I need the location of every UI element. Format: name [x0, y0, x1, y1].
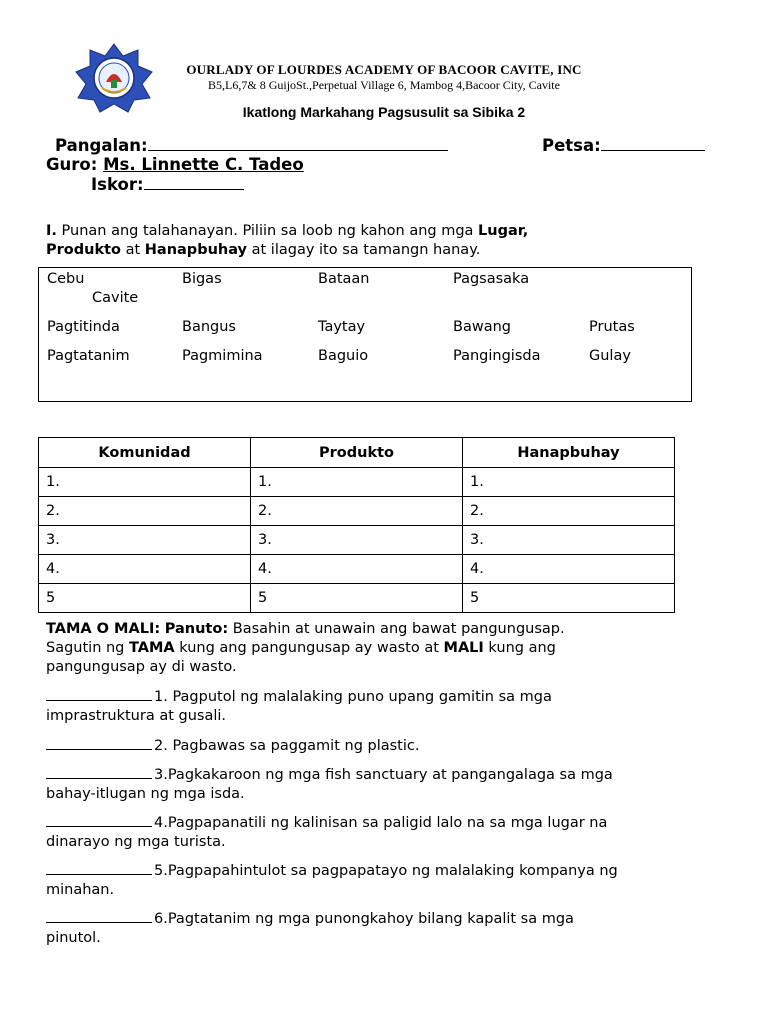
answer-cell[interactable]: 5	[463, 584, 675, 613]
word-bank-item: Pagmimina	[182, 348, 263, 364]
answer-cell[interactable]: 2.	[39, 497, 251, 526]
teacher-name: Ms. Linnette C. Tadeo	[103, 155, 304, 174]
answer-blank[interactable]	[46, 686, 152, 701]
question-item: 3.Pagkakaroon ng mga fish sanctuary at pangangalaga sa mga bahay-itlugan ng mga isda.	[46, 764, 746, 804]
answer-blank[interactable]	[46, 908, 152, 923]
column-header-komunidad: Komunidad	[39, 438, 251, 468]
question-item: 5.Pagpapahintulot sa pagpapatayo ng malalaking kompanya ng minahan.	[46, 860, 746, 900]
school-name: OURLADY OF LOURDES ACADEMY OF BACOOR CAVITE, INC	[186, 62, 582, 77]
answer-table	[38, 437, 675, 613]
part2-title: TAMA O MALI:	[46, 621, 161, 637]
answer-cell[interactable]: 4.	[39, 555, 251, 584]
word-bank-item: Bataan	[318, 271, 370, 287]
word-bank-item: Pagtatanim	[47, 348, 130, 364]
word-bank-item: Bigas	[182, 271, 222, 287]
word-bank-item: Bangus	[182, 319, 236, 335]
answer-blank[interactable]	[46, 812, 152, 827]
exam-title: Ikatlong Markahang Pagsusulit sa Sibika 2	[242, 104, 526, 120]
word-bank-item: Pagtitinda	[47, 319, 120, 335]
table-row	[39, 526, 675, 555]
word-bank-item: Taytay	[318, 319, 366, 335]
answer-cell[interactable]: 3.	[251, 526, 463, 555]
part1-number: I.	[46, 223, 57, 239]
answer-cell[interactable]: 1.	[463, 468, 675, 497]
table-row	[39, 555, 675, 584]
answer-cell[interactable]: 4.	[463, 555, 675, 584]
score-field	[91, 175, 244, 194]
teacher-label: Guro:	[46, 155, 98, 174]
school-address: B5,L6,7& 8 GuijoSt.,Perpetual Village 6, Mambog 4,Bacoor City, Cavite	[208, 78, 560, 92]
score-blank	[144, 175, 244, 190]
answer-cell[interactable]: 5	[39, 584, 251, 613]
name-field	[55, 136, 448, 155]
word-bank-item: Gulay	[589, 348, 631, 364]
word-bank-item: Cavite	[92, 290, 139, 306]
part1-instructions: I. Punan ang talahanayan. Piliin sa loob ng kahon ang mga Lugar, Produkto at Hanapbuhay at ilagay ito sa tamangn hanay.	[46, 223, 529, 258]
question-item: 2. Pagbawas sa paggamit ng plastic.	[46, 735, 746, 756]
answer-cell[interactable]: 4.	[251, 555, 463, 584]
answer-blank[interactable]	[46, 735, 152, 750]
column-header-produkto: Produkto	[251, 438, 463, 468]
part2-instructions: TAMA O MALI: Panuto: Basahin at unawain ang bawat pangungusap. Sagutin ng TAMA kung ang pangungusap ay wasto at MALI kung ang pangungusap ay di wasto.	[46, 621, 565, 675]
date-label: Petsa:	[542, 136, 601, 155]
answer-cell[interactable]: 1.	[251, 468, 463, 497]
table-row	[39, 468, 675, 497]
answer-blank[interactable]	[46, 764, 152, 779]
answer-blank[interactable]	[46, 860, 152, 875]
table-row	[39, 584, 675, 613]
date-field	[542, 136, 705, 155]
question-item: 6.Pagtatanim ng mga punongkahoy bilang kapalit sa mga pinutol.	[46, 908, 746, 948]
teacher-field	[46, 155, 304, 174]
question-item: 4.Pagpapanatili ng kalinisan sa paligid lalo na sa mga lugar na dinarayo ng mga turista.	[46, 812, 746, 852]
answer-cell[interactable]: 5	[251, 584, 463, 613]
answer-cell[interactable]: 2.	[463, 497, 675, 526]
date-blank	[601, 136, 705, 151]
name-label: Pangalan:	[55, 136, 148, 155]
name-blank	[148, 136, 448, 151]
score-label: Iskor:	[91, 175, 144, 194]
answer-cell[interactable]: 3.	[463, 526, 675, 555]
word-bank-item: Pagsasaka	[453, 271, 530, 287]
word-bank-item: Pangingisda	[453, 348, 541, 364]
answer-cell[interactable]: 3.	[39, 526, 251, 555]
word-bank-item: Prutas	[589, 319, 635, 335]
word-bank-item: Bawang	[453, 319, 511, 335]
table-header-row	[39, 438, 675, 468]
word-bank-item: Baguio	[318, 348, 369, 364]
answer-cell[interactable]: 2.	[251, 497, 463, 526]
table-row	[39, 497, 675, 526]
word-bank-item: Cebu	[47, 271, 85, 287]
question-item: 1. Pagputol ng malalaking puno upang gamitin sa mga imprastruktura at gusali.	[46, 686, 746, 726]
answer-cell[interactable]: 1.	[39, 468, 251, 497]
column-header-hanapbuhay: Hanapbuhay	[463, 438, 675, 468]
